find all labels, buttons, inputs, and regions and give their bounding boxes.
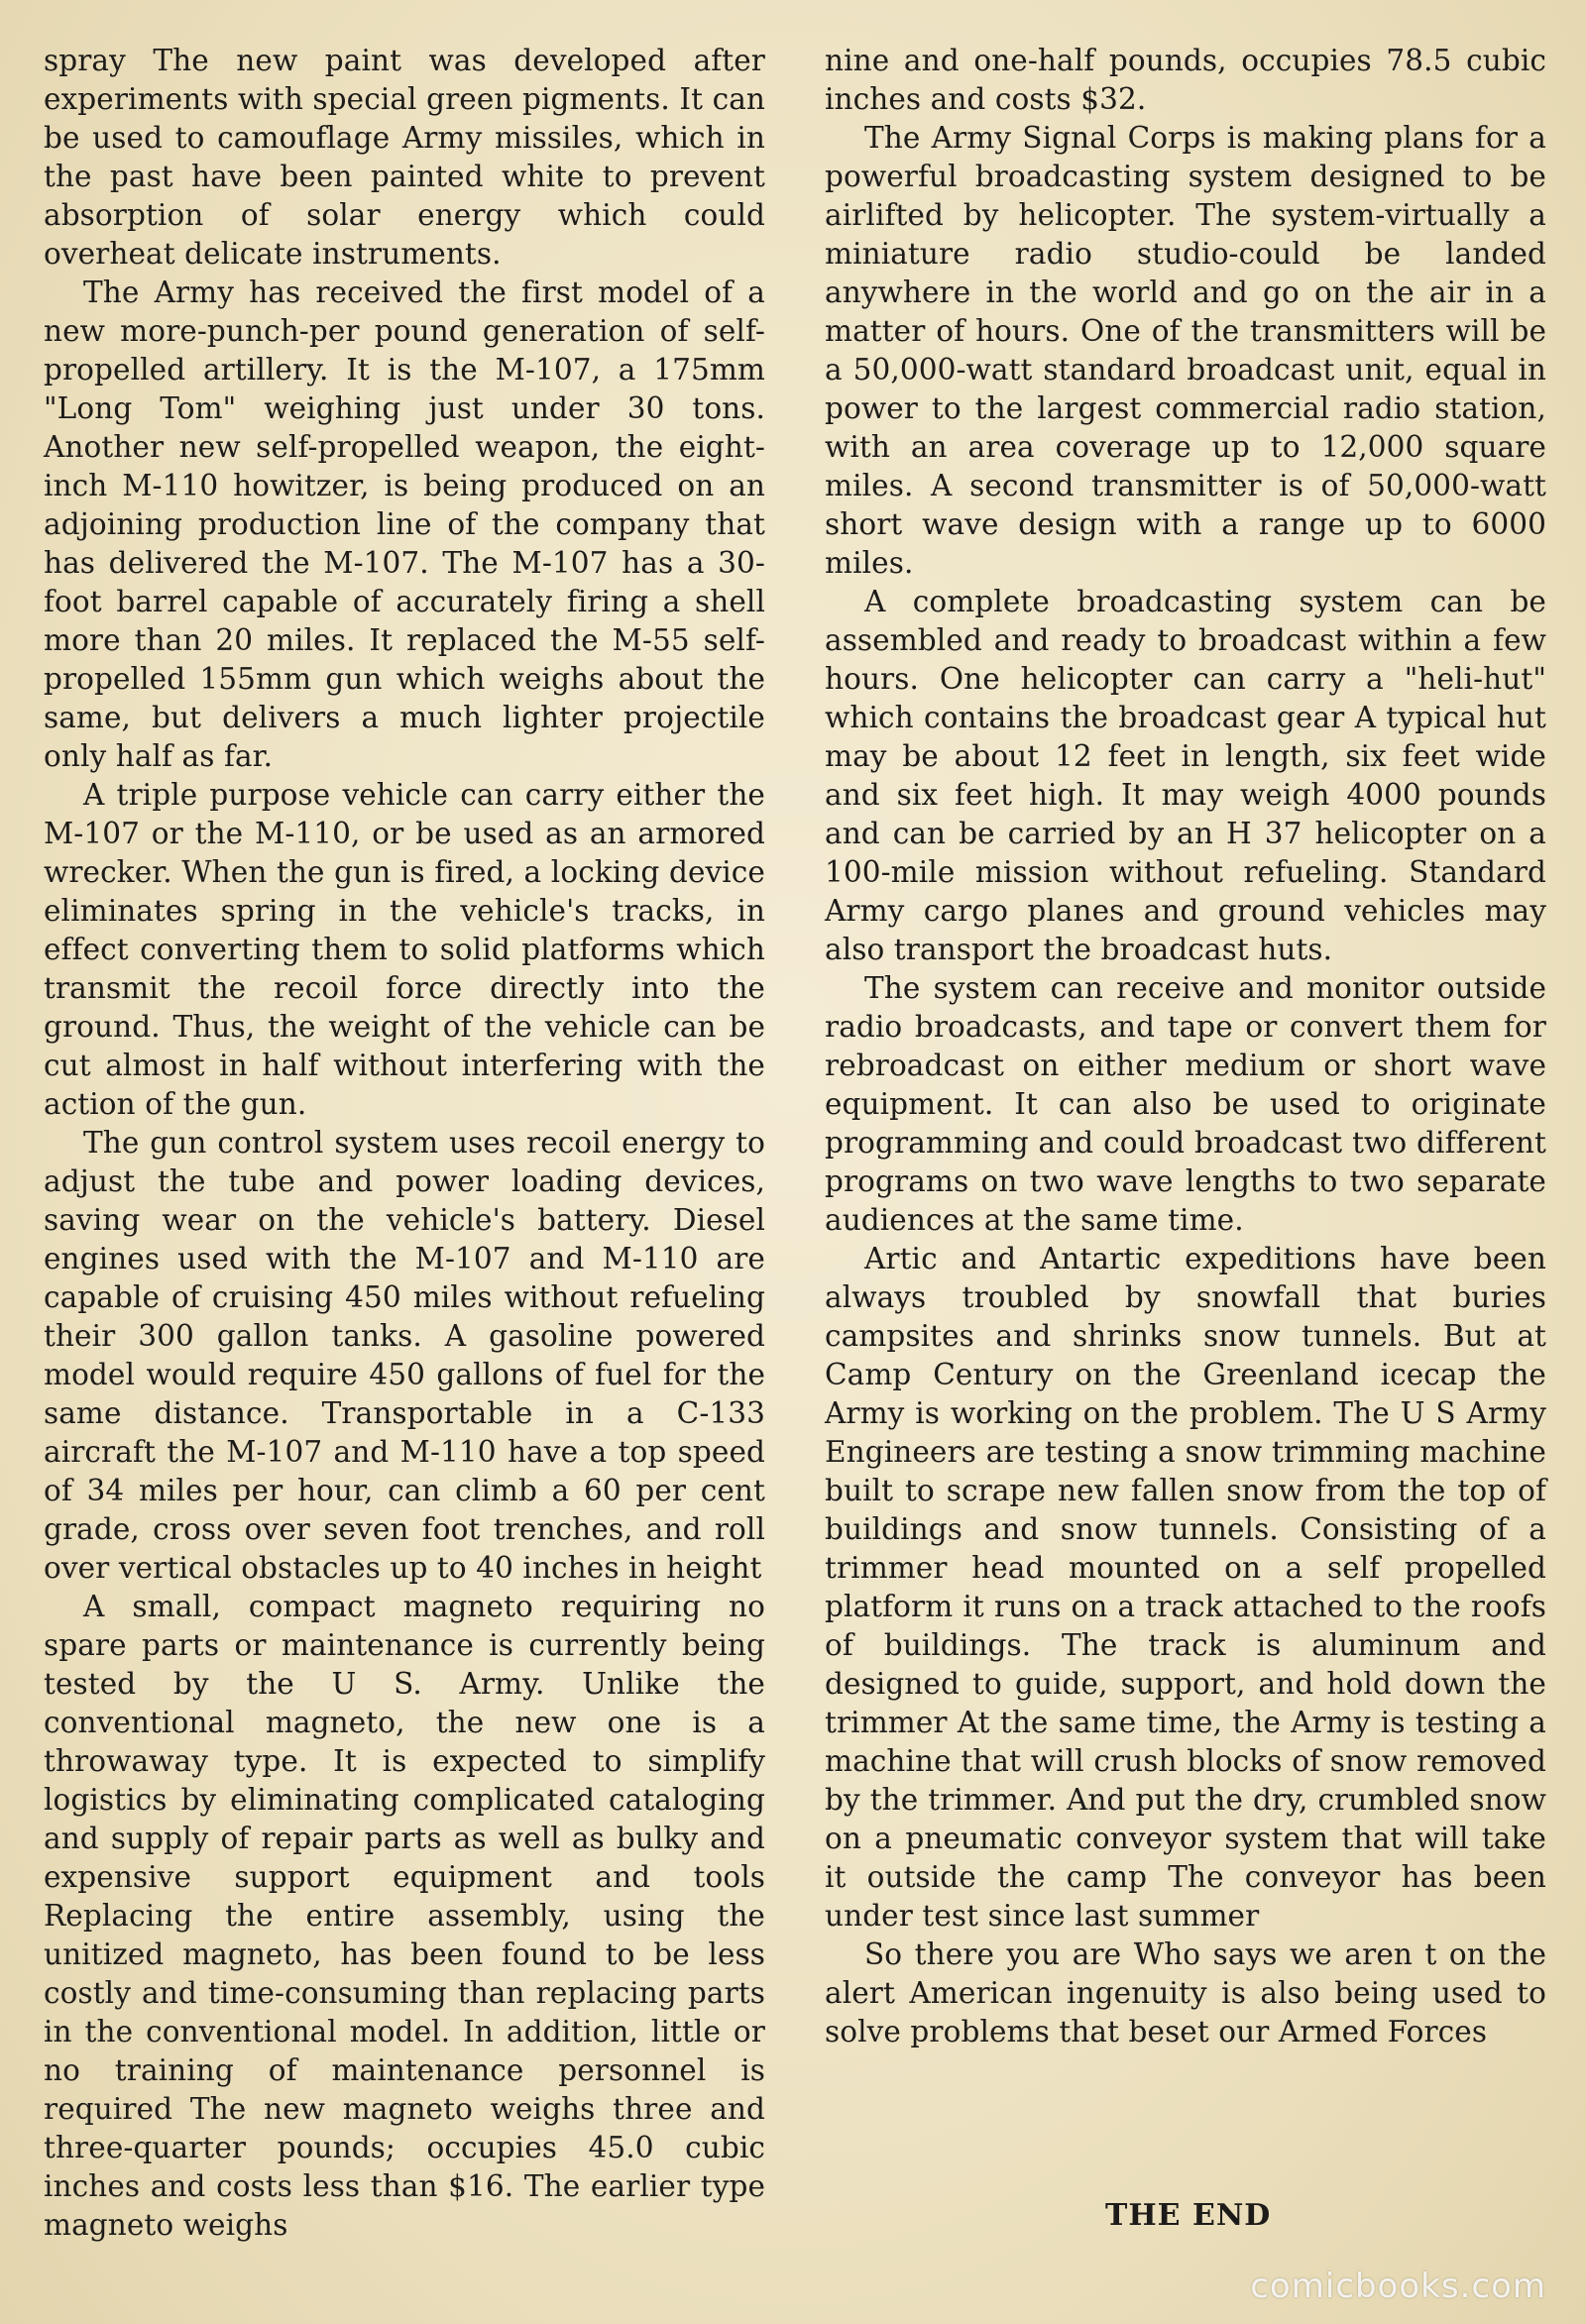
paragraph-paint: spray The new paint was developed after experiments with special green pigments. It can be used to camouflage Army missiles, which in the past have been painted white to prevent absorption of solar energy which could overheat delicate instruments. — [44, 44, 765, 271]
paragraph-magneto: A small, compact magneto requiring no spare parts or maintenance is currently being tested by the U S. Army. Unlike the conventional magneto, the new one is a throwaway type. It is expected to simplify logistics by eliminating complicated cataloging and supply of repair parts as well as bulky and expensive support equipment and tools Replacing the entire assembly, using the unitized magneto, has been found to be less costly and time-consuming than replacing parts in the conventional model. In addition, little or no training of maintenance personnel is required The new magneto weighs three and three-quarter pounds; occupies 45.0 cubic inches and costs less than $16. The earlier type magneto weighs — [44, 1590, 765, 2242]
paragraph-magneto-continued: nine and one-half pounds, occupies 78.5 cubic inches and costs $32. — [825, 44, 1546, 116]
paragraph-long-tom: The Army has received the first model of a new more-punch-per pound generation of self-propelled artillery. It is the M-107, a 175mm "Long Tom" weighing just under 30 tons. Another new self-propelled weapon, the eight-inch M-110 howitzer, is being produced on an adjoining production line of the company that has delivered the M-107. The M-107 has a 30-foot barrel capable of accurately firing a shell more than 20 miles. It replaced the M-55 self-propelled 155mm gun which weighs about the same, but delivers a much lighter projectile only half as far. — [44, 276, 765, 773]
paragraph-gun-control-system: The gun control system uses recoil energy to adjust the tube and power loading devices, saving wear on the vehicle's battery. Diesel engines used with the M-107 and M-110 are capable of cruising 450 miles without refueling their 300 gallon tanks. A gasoline powered model would require 450 gallons of fuel for the same distance. Transportable in a C-133 aircraft the M-107 and M-110 have a top speed of 34 miles per hour, can climb a 60 per cent grade, cross over seven foot trenches, and roll over vertical obstacles up to 40 inches in height — [44, 1126, 765, 1585]
paragraph-snow-trimmer: Artic and Antartic expeditions have been always troubled by snowfall that buries campsites and shrinks snow tunnels. But at Camp Century on the Greenland icecap the Army is working on the problem. The U S Army Engineers are testing a snow trimming machine built to scrape new fallen snow from the top of buildings and snow tunnels. Consisting of a trimmer head mounted on a self propelled platform it runs on a track attached to the roofs of buildings. The track is aluminum and designed to guide, support, and hold down the trimmer At the same time, the Army is testing a machine that will crush blocks of snow removed by the trimmer. And put the dry, crumbled snow on a pneumatic conveyor system that will take it outside the camp The conveyor has been under test since last summer — [825, 1242, 1546, 1933]
the-end-label: THE END — [1105, 2198, 1272, 2233]
paragraph-rebroadcast: The system can receive and monitor outside radio broadcasts, and tape or convert them for rebroadcast on either medium or short wave equipment. It can also be used to originate programming and could broadcast two different programs on two wave lengths to two separate audiences at the same time. — [825, 971, 1546, 1237]
paragraph-heli-hut: A complete broadcasting system can be assembled and ready to broadcast within a few hours. One helicopter can carry a "heli-hut" which contains the broadcast gear A typical hut may be about 12 feet in length, six feet wide and six feet high. It may weigh 4000 pounds and can be carried by an H 37 helicopter on a 100-mile mission without refueling. Standard Army cargo planes and ground vehicles may also transport the broadcast huts. — [825, 585, 1546, 966]
watermark: comicbooks.com — [1250, 2267, 1546, 2306]
paragraph-conclusion: So there you are Who says we aren t on the alert American ingenuity is also being used to solve problems that beset our Armed Forces — [825, 1937, 1546, 2048]
right-column — [825, 42, 1546, 2051]
left-column — [44, 42, 765, 2245]
paragraph-triple-purpose-vehicle: A triple purpose vehicle can carry either the M-107 or the M-110, or be used as an armored wrecker. When the gun is fired, a locking device eliminates spring in the vehicle's tracks, in effect converting them to solid platforms which transmit the recoil force directly into the ground. Thus, the weight of the vehicle can be cut almost in half without interfering with the action of the gun. — [44, 778, 765, 1121]
paragraph-signal-corps: The Army Signal Corps is making plans for a powerful broadcasting system designed to be airlifted by helicopter. The system-virtually a miniature radio studio-could be landed anywhere in the world and go on the air in a matter of hours. One of the transmitters will be a 50,000-watt standard broadcast unit, equal in power to the largest commercial radio station, with an area coverage up to 12,000 square miles. A second transmitter is of 50,000-watt short wave design with a range up to 6000 miles. — [825, 121, 1546, 580]
